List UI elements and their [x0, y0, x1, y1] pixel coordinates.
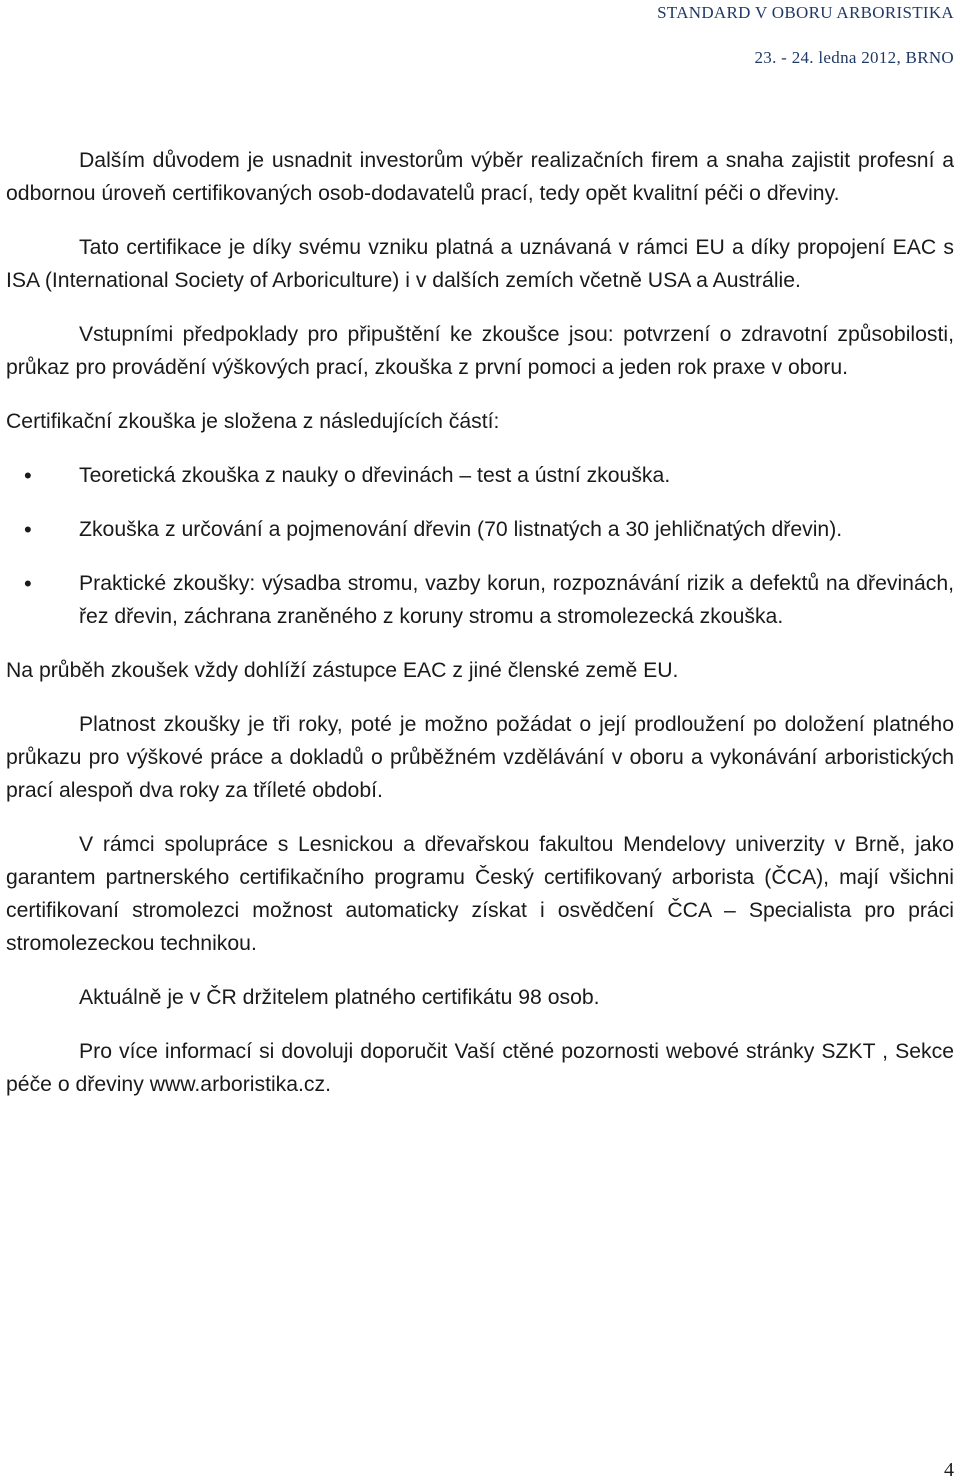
- paragraph-holders-count: Aktuálně je v ČR držitelem platného certifikátu 98 osob.: [79, 986, 600, 1009]
- paragraph-reasons: Dalším důvodem je usnadnit investorům výběr realizačních firem a snaha zajistit profesní a odbornou úroveň certifikovaných osob-dodavatelů prací, tedy opět kvalitní péči o dřeviny.: [6, 149, 954, 205]
- list-item: • Zkouška z určování a pojmenování dřevin (70 listnatých a 30 jehličnatých dřevin).: [6, 513, 954, 546]
- paragraph-more-info: Pro více informací si dovoluji doporučit Vaší ctěné pozornosti webové stránky SZKT , Sekce péče o dřeviny www.arboristika.cz.: [6, 1040, 954, 1096]
- paragraph-cooperation: V rámci spolupráce s Lesnickou a dřevařskou fakultou Mendelovy univerzity v Brně, jako garantem partnerského certifikačního programu Český certifikovaný arborista (ČCA), mají všichni certifikovaní stromolezci možnost automaticky získat i osvědčení ČCA – Specialista pro práci stromolezeckou technikou.: [6, 833, 954, 955]
- list-item: • Teoretická zkouška z nauky o dřevinách – test a ústní zkouška.: [6, 459, 954, 492]
- paragraph-supervision: Na průběh zkoušek vždy dohlíží zástupce EAC z jiné členské země EU.: [6, 659, 679, 682]
- list-item: • Praktické zkoušky: výsadba stromu, vazby korun, rozpoznávání rizik a defektů na dřevinách, řez dřevin, záchrana zraněného z koruny stromu a stromolezecká zkouška.: [6, 567, 954, 633]
- paragraph-certificate-validity: Platnost zkoušky je tři roky, poté je možno požádat o její prodloužení po doložení platného průkazu pro výškové práce a dokladů o průběžném vzdělávání v oboru a vykonávání arboristických prací alespoň dva roky za tříleté období.: [6, 713, 954, 802]
- paragraph-exam-intro: Certifikační zkouška je složena z následujících částí:: [6, 410, 500, 433]
- exam-parts-list: [6, 459, 954, 633]
- page-number: 4: [944, 1459, 954, 1481]
- document-body: [6, 144, 954, 1101]
- page-header: [657, 2, 954, 70]
- header-title: STANDARD V OBORU ARBORISTIKA: [657, 3, 954, 22]
- header-date: 23. - 24. ledna 2012, BRNO: [754, 47, 954, 67]
- paragraph-prerequisites: Vstupními předpoklady pro připuštění ke zkoušce jsou: potvrzení o zdravotní způsobilosti, průkaz pro provádění výškových prací, zkouška z první pomoci a jeden rok praxe v oboru.: [6, 323, 954, 379]
- paragraph-validity: Tato certifikace je díky svému vzniku platná a uznávaná v rámci EU a díky propojení EAC s ISA (International Society of Arboriculture) i v dalších zemích včetně USA a Austrálie.: [6, 236, 954, 292]
